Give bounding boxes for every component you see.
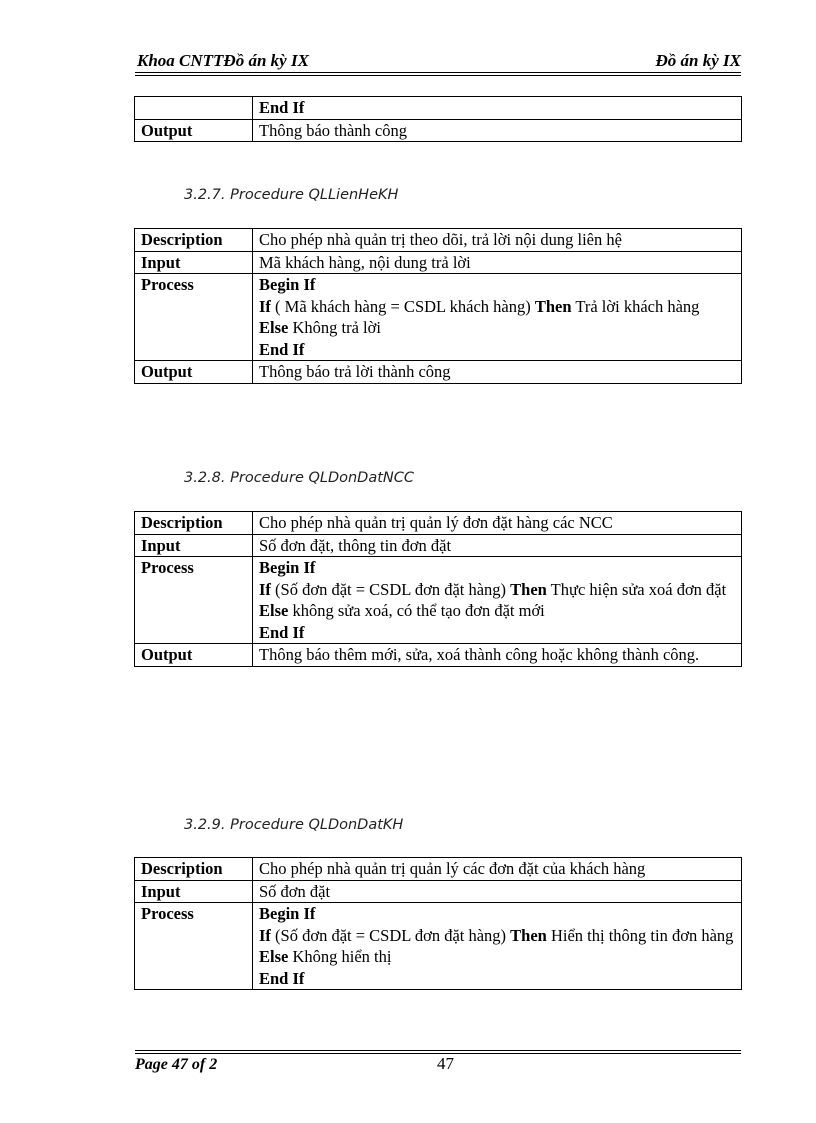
process-if-line — [259, 296, 735, 318]
then-text: Hiển thị thông tin đơn hàng — [546, 925, 734, 945]
process-if-line — [259, 579, 735, 601]
table-row — [135, 903, 742, 990]
process-else-line — [259, 600, 735, 622]
output-label: Output — [135, 644, 253, 667]
process-label: Process — [135, 903, 253, 990]
input-label: Input — [135, 534, 253, 557]
procedure-table-qllienhekh — [134, 228, 742, 384]
process-end: End If — [259, 339, 305, 359]
table-row — [135, 512, 742, 535]
else-text: Không trả lời — [288, 318, 381, 337]
output-value: Thông báo trả lời thành công — [253, 361, 742, 384]
process-value — [253, 274, 742, 361]
table-row — [135, 644, 742, 667]
then-keyword: Then — [510, 579, 547, 599]
procedure-table-continued — [134, 96, 742, 142]
process-begin: Begin If — [259, 275, 316, 294]
table-row — [135, 119, 742, 142]
description-value: Cho phép nhà quản trị theo dõi, trả lời nội dung liên hệ — [253, 229, 742, 252]
header-rule-double — [135, 75, 741, 76]
table-label-cell — [135, 97, 253, 120]
description-label: Description — [135, 229, 253, 252]
then-keyword: Then — [534, 296, 572, 316]
section-heading-328: 3.2.8. Procedure QLDonDatNCC — [184, 470, 415, 486]
if-keyword: If — [259, 296, 271, 316]
if-keyword: If — [259, 579, 271, 599]
output-label: Output — [135, 119, 253, 142]
table-row — [135, 229, 742, 252]
description-value: Cho phép nhà quản trị quản lý đơn đặt hàng các NCC — [253, 512, 742, 535]
if-condition: (Số đơn đặt = CSDL đơn đặt hàng) — [270, 579, 511, 599]
table-row — [135, 858, 742, 881]
else-keyword: Else — [259, 601, 289, 620]
footer-page-number: 47 — [437, 1054, 454, 1073]
input-value: Số đơn đặt — [253, 880, 742, 903]
table-row — [135, 274, 742, 361]
input-value: Số đơn đặt, thông tin đơn đặt — [253, 534, 742, 557]
process-label: Process — [135, 274, 253, 361]
table-row — [135, 880, 742, 903]
section-heading-327: 3.2.7. Procedure QLLienHeKH — [184, 187, 399, 203]
process-begin: Begin If — [259, 558, 316, 577]
then-text: Trả lời khách hàng — [571, 296, 700, 316]
table-value-cell — [253, 97, 742, 120]
footer-page-label: Page 47 of 2 — [135, 1056, 218, 1073]
header-rule — [135, 72, 741, 73]
else-text: Không hiển thị — [288, 947, 392, 966]
table-row — [135, 361, 742, 384]
process-label: Process — [135, 557, 253, 644]
output-label: Output — [135, 361, 253, 384]
input-value: Mã khách hàng, nội dung trả lời — [253, 251, 742, 274]
procedure-table-qldondatkh — [134, 857, 742, 990]
table-row — [135, 557, 742, 644]
process-value — [253, 903, 742, 990]
description-label: Description — [135, 858, 253, 881]
section-heading-329: 3.2.9. Procedure QLDonDatKH — [184, 817, 404, 833]
input-label: Input — [135, 251, 253, 274]
process-end: End If — [259, 968, 305, 988]
description-label: Description — [135, 512, 253, 535]
process-end-if: End If — [259, 98, 305, 117]
table-row — [135, 251, 742, 274]
else-keyword: Else — [259, 947, 289, 966]
process-else-line — [259, 946, 735, 968]
input-label: Input — [135, 880, 253, 903]
else-text: không sửa xoá, có thể tạo đơn đặt mới — [288, 601, 545, 620]
output-value: Thông báo thêm mới, sửa, xoá thành công hoặc không thành công. — [253, 644, 742, 667]
process-else-line — [259, 317, 735, 339]
table-row — [135, 97, 742, 120]
footer-rule — [135, 1050, 741, 1051]
table-row — [135, 534, 742, 557]
if-condition: (Số đơn đặt = CSDL đơn đặt hàng) — [270, 925, 511, 945]
if-condition: ( Mã khách hàng = CSDL khách hàng) — [270, 296, 535, 316]
process-begin: Begin If — [259, 904, 316, 923]
if-keyword: If — [259, 925, 271, 945]
procedure-table-qldondatncc — [134, 511, 742, 667]
then-keyword: Then — [510, 925, 547, 945]
process-end: End If — [259, 622, 305, 642]
output-value: Thông báo thành công — [253, 119, 742, 142]
header-left-text: Khoa CNTTĐồ án kỳ IX — [137, 51, 309, 70]
process-if-line — [259, 925, 735, 947]
header-right-text: Đồ án kỳ IX — [655, 51, 741, 70]
process-value — [253, 557, 742, 644]
then-text: Thực hiện sửa xoá đơn đặt — [546, 579, 727, 599]
description-value: Cho phép nhà quản trị quản lý các đơn đặt của khách hàng — [253, 858, 742, 881]
page-header — [135, 50, 741, 72]
else-keyword: Else — [259, 318, 289, 337]
